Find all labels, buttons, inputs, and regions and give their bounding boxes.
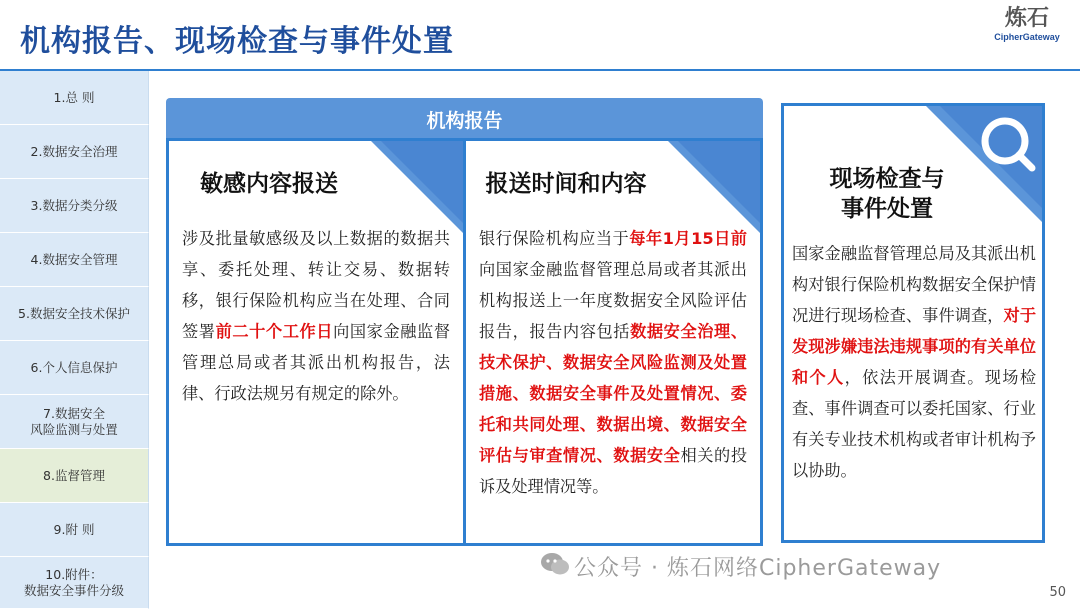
sidebar-item-supervision[interactable]: 8.监督管理 [0,449,149,503]
sensitive-report-title: 敏感内容报送 [200,171,338,197]
blue-triangle-corner-icon [666,139,762,235]
report-time-text-1: 银行保险机构应当于 [479,229,630,248]
sensitive-report-card [166,138,466,546]
wechat-icon [540,551,570,577]
sidebar-item-general[interactable]: 1.总 则 [0,71,149,125]
report-section-header: 机构报告 [166,98,763,140]
page-title: 机构报告、现场检查与事件处置 [20,24,454,59]
report-time-text-3: 相关的投诉及处理情况等。 [479,446,748,496]
inspection-text-1: 国家金融监督管理总局及其派出机构对银行保险机构数据安全保护情况进行现场检查、事件调查， [792,244,1036,325]
logo-text: CipherGateway [994,32,1060,42]
sidebar-nav [0,71,150,608]
inspection-body [792,238,1036,486]
inspection-title [796,164,978,224]
report-time-card [463,138,763,546]
footer-watermark: 公众号 · 炼石网络CipherGateway [574,556,942,581]
inspection-title-line2: 事件处置 [841,196,933,222]
inspection-card [781,103,1045,543]
sensitive-report-highlight: 前二十个工作日 [215,322,334,341]
report-time-text-2: 向国家金融监督管理总局或者其派出机构报送上一年度数据安全风险评估报告，报告内容包括 [479,260,747,341]
inspection-text-2: ，依法开展调查。现场检查、事件调查可以委托国家、行业有关专业技术机构或者审计机构予以协助。 [792,368,1037,480]
logo-name: 炼石 [1004,6,1049,31]
sensitive-report-text-2: 向国家金融监督管理总局或者其派出机构报告，法律、行政法规另有规定的除外。 [182,322,451,403]
sidebar-item-appendix[interactable]: 9.附 则 [0,503,149,557]
header-divider [0,69,1080,71]
inspection-highlight: 对于发现涉嫌违法违规事项的有关单位和个人 [792,306,1037,387]
blue-triangle-corner-icon [369,139,465,235]
sidebar-item-attachment[interactable]: 10.附件： 数据安全事件分级 [0,557,149,609]
sidebar-item-classification[interactable]: 3.数据分类分级 [0,179,149,233]
inspection-title-line1: 现场检查与 [829,166,945,192]
sensitive-report-body [182,223,450,409]
sidebar-item-personal-info[interactable]: 6.个人信息保护 [0,341,149,395]
sidebar-item-risk-monitoring[interactable]: 7.数据安全 风险监测与处置 [0,395,149,449]
sidebar-item-tech-protection[interactable]: 5.数据安全技术保护 [0,287,149,341]
brand-logo [988,6,1066,42]
report-time-title: 报送时间和内容 [485,171,647,197]
sensitive-report-text-1: 涉及批量敏感级及以上数据的数据共享、委托处理、转让交易、数据转移，银行保险机构应当在处理、合同签署 [182,229,450,341]
sidebar-item-governance[interactable]: 2.数据安全治理 [0,125,149,179]
report-time-body [479,223,747,502]
report-time-highlight-1: 每年1月15日前 [629,229,747,248]
report-time-highlight-2: 数据安全治理、技术保护、数据安全风险监测及处置措施、数据安全事件及处置情况、委托和共同处理、数据出境、数据安全评估与审查情况、数据安全 [479,322,748,465]
sidebar-item-management[interactable]: 4.数据安全管理 [0,233,149,287]
page-number: 50 [1049,585,1066,600]
